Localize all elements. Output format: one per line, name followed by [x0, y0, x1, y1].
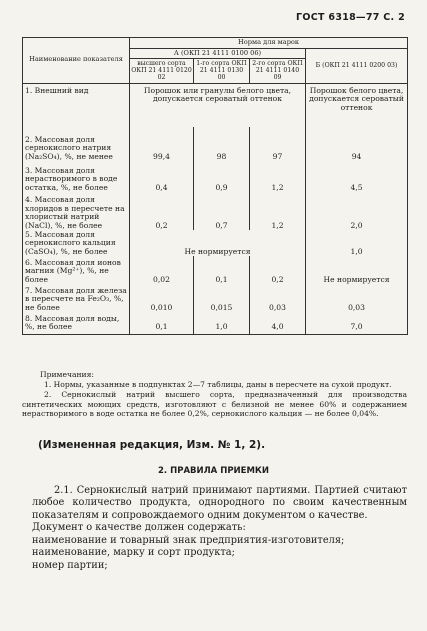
paragraph: 2.1. Сернокислый натрий принимают партиями. Партией считают любое количество продукта, однородного по своим качественным показателям и сопровождаемого одним документом о качестве.	[32, 485, 407, 521]
row-value: 0,03	[250, 284, 306, 312]
row-value: 99,4	[130, 127, 194, 161]
row-value-b: Не нормируется	[306, 256, 408, 284]
row-name: 6. Массовая доля ионов магния (Mg²⁺), %, не более	[23, 256, 130, 284]
row-value: 0,015	[194, 284, 250, 312]
section-title: 2. ПРАВИЛА ПРИЕМКИ	[158, 466, 269, 476]
row-span-value: Не нормируется	[130, 230, 306, 256]
row-value-b: 2,0	[306, 192, 408, 230]
row-value-b: 7,0	[306, 312, 408, 334]
section-body	[32, 485, 407, 572]
row-value: 98	[194, 127, 250, 161]
table-notes	[22, 370, 407, 419]
row-value-b: 4,5	[306, 161, 408, 192]
row-value: 0,02	[130, 256, 194, 284]
row-value: 1,2	[250, 192, 306, 230]
row-value: 0,010	[130, 284, 194, 312]
row-value: 0,7	[194, 192, 250, 230]
row-name: 1. Внешний вид	[23, 83, 130, 127]
row-value-b: 0,03	[306, 284, 408, 312]
row-name: 4. Массовая доля хлоридов в пересчете на хлористый натрий (NaCl), %, не более	[23, 192, 130, 230]
list-item: наименование и товарный знак предприятия-изготовителя;	[32, 534, 345, 546]
row-value: 0,2	[130, 192, 194, 230]
row-value: 0,2	[250, 256, 306, 284]
row-name: 3. Массовая доля нерастворимого в воде остатка, %, не более	[23, 161, 130, 192]
row-value: 4,0	[250, 312, 306, 334]
note-1: 1. Нормы, указанные в подпунктах 2—7 таблицы, даны в пересчете на сухой продукт.	[44, 379, 392, 389]
header-norm: Норма для марок	[130, 38, 408, 49]
header-a-2: 2-го сорта ОКП 21 4111 0140 09	[250, 59, 306, 83]
header-grade-b: Б (ОКП 21 4111 0200 03)	[306, 48, 408, 83]
row-name: 5. Массовая доля сернокислого кальция (CaSO₄), %, не более	[23, 230, 130, 256]
paragraph: Документ о качестве должен содержать:	[32, 522, 246, 534]
row-value: 0,4	[130, 161, 194, 192]
amendment-note: (Измененная редакция, Изм. № 1, 2).	[38, 439, 266, 451]
row-name: 7. Массовая доля железа в пересчете на Fe₂O₃, %, не более	[23, 284, 130, 312]
row-name: 8. Массовая доля воды, %, не более	[23, 312, 130, 334]
row-value-b: 94	[306, 127, 408, 161]
row-value: 1,0	[194, 312, 250, 334]
row-value: 0,9	[194, 161, 250, 192]
notes-title: Примечания:	[40, 370, 94, 379]
row-value: 0,1	[130, 312, 194, 334]
row-value: 97	[250, 127, 306, 161]
row-value-b: Порошок белого цвета, допускается сероватый оттенок	[306, 83, 408, 127]
header-grade-a: А (ОКП 21 4111 0100 06)	[130, 48, 306, 59]
header-a-1: 1-го сорта ОКП 21 4111 0130 00	[194, 59, 250, 83]
list-item: номер партии;	[32, 559, 108, 571]
note-2: 2. Сернокислый натрий высшего сорта, предназначенный для производства синтетических моющих средств, изготовляют с белизной не менее 60% и содержанием нерастворимого в воде остатка не более 0,2%, сернокислого кальция — не более 0,04%.	[22, 389, 407, 419]
row-value-b: 1,0	[306, 230, 408, 256]
quality-norms-table	[22, 37, 408, 335]
list-item: наименование, марку и сорт продукта;	[32, 547, 235, 559]
header-a-top: высшего сорта ОКП 21 4111 0120 02	[131, 60, 192, 82]
row-name: 2. Массовая доля сернокислого натрия (Na₂SO₄), %, не менее	[23, 127, 130, 161]
row-value: 0,1	[194, 256, 250, 284]
page-header: ГОСТ 6318—77 С. 2	[296, 12, 405, 23]
row-span-value: Порошок или гранулы белого цвета, допускается сероватый оттенок	[130, 83, 306, 127]
row-value: 1,2	[250, 161, 306, 192]
header-indicator: Наименование показателя	[23, 38, 130, 84]
